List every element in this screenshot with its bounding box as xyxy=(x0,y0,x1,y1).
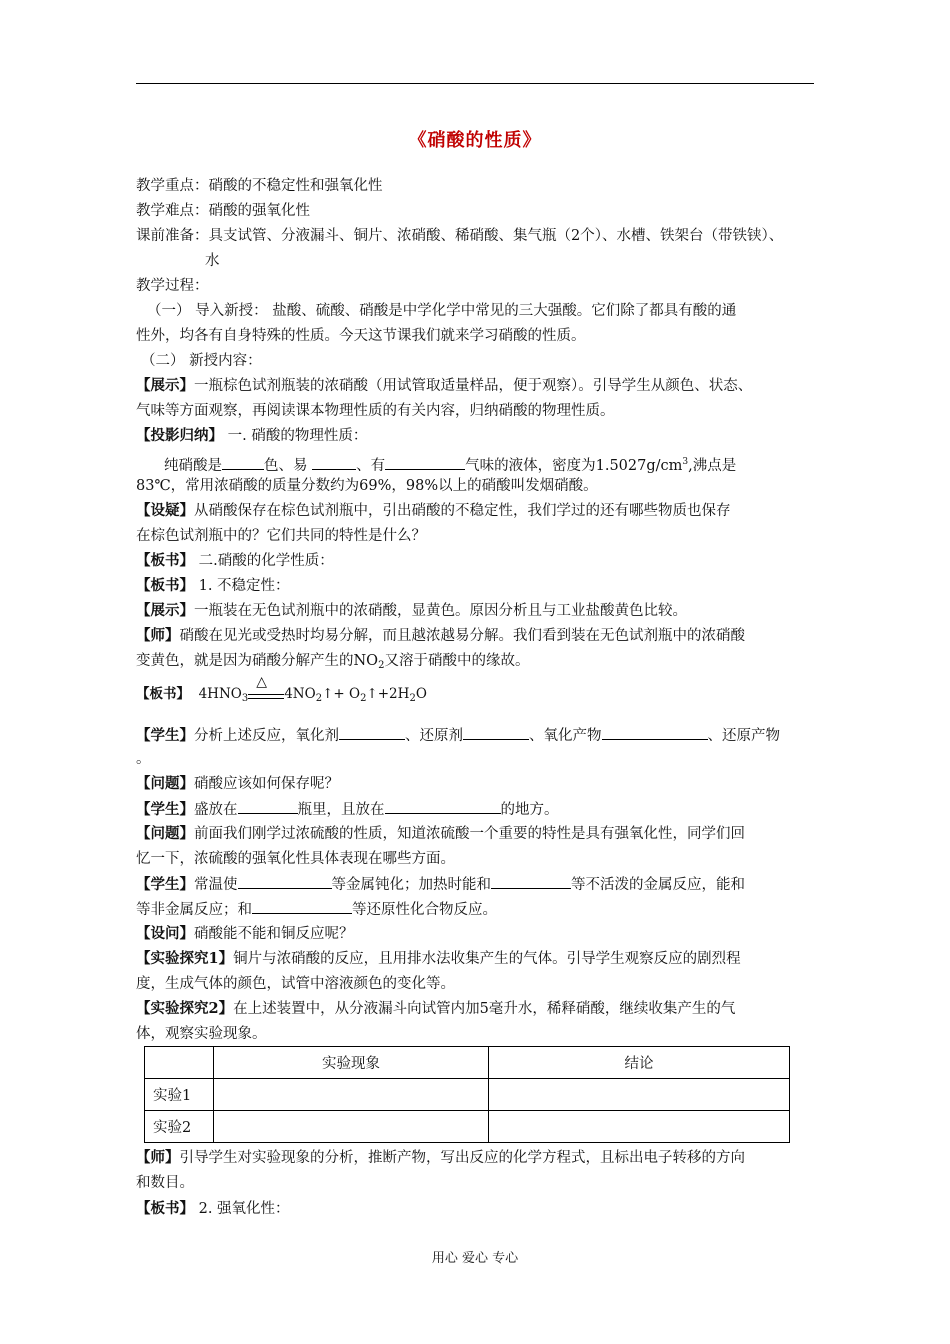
experiment-2-line-1 xyxy=(136,999,816,1019)
text-segment: 等还原性化合物反应。 xyxy=(352,902,497,918)
tag-question: 【设问】 xyxy=(136,925,194,942)
experiment-text-1: 在上述装置中，从分液漏斗向试管内加5毫升水，稀释硝酸，继续收集产生的气 xyxy=(233,1001,736,1017)
equation-term: O xyxy=(415,686,427,702)
teacher-text-1: 硝酸在见光或受热时均易分解，而且越浓越易分解。我们看到装在无色试剂瓶中的浓硝酸 xyxy=(179,628,745,644)
text-segment: 、还原产物 xyxy=(707,728,780,744)
preparation-line-2: 水 xyxy=(205,253,220,269)
section-new-content: （二） 新授内容： xyxy=(141,353,262,369)
text-segment: 盛放在 xyxy=(194,802,238,818)
text-segment: 变黄色，就是因为硝酸分解产生的NO xyxy=(136,653,379,669)
tag-projection: 【投影归纳】 xyxy=(136,427,223,444)
tag-board: 【板书】 xyxy=(136,552,194,569)
experiment-table xyxy=(144,1046,790,1143)
student-oxidizing-line-2 xyxy=(136,899,816,920)
teacher-text-1: 引导学生对实验现象的分析，推断产物，写出反应的化学方程式，且标出电子转移的方向 xyxy=(179,1150,745,1166)
table-cell: 实验2 xyxy=(145,1111,214,1143)
question-copper xyxy=(136,924,816,944)
question-text-1: 从硝酸保存在棕色试剂瓶中，引出硝酸的不稳定性，我们学过的还有哪些物质也保存 xyxy=(194,503,731,519)
text-segment: 色、易 xyxy=(264,458,313,474)
page-footer: 用心 爱心 专心 xyxy=(431,1251,519,1266)
header-rule xyxy=(136,83,814,84)
text-segment: 气味的液体，密度为1.5027g/cm xyxy=(465,458,683,474)
tag-student: 【学生】 xyxy=(136,876,194,893)
text-segment: 、有 xyxy=(356,458,386,474)
subscript: 2 xyxy=(360,693,367,704)
student-analysis-line-2: 。 xyxy=(136,751,151,767)
question-text: 硝酸能不能和铜反应呢？ xyxy=(194,926,354,942)
intro-line-2: 性外，均各有自身特殊的性质。今天这节课我们就来学习硝酸的性质。 xyxy=(136,328,586,344)
fill-blank[interactable] xyxy=(385,455,465,470)
tag-experiment: 【实验探究2】 xyxy=(136,1000,234,1017)
text-segment: 瓶里，且放在 xyxy=(297,802,385,818)
board-text: 二.硝酸的化学性质： xyxy=(194,553,334,569)
intro-line-1: （一） 导入新授： 盐酸、硫酸、硝酸是中学化学中常见的三大强酸。它们除了都具有酸的通 xyxy=(147,303,737,319)
physical-properties-line-1 xyxy=(164,452,844,476)
show-text-1: 一瓶棕色试剂瓶装的浓硝酸（用试管取适量样品，便于观察）。引导学生从颜色、状态、 xyxy=(194,378,753,394)
text-segment: 又溶于硝酸中的缘故。 xyxy=(384,653,530,669)
projection-text: 一. 硝酸的物理性质： xyxy=(223,428,368,444)
question-storage xyxy=(136,774,816,794)
teaching-process: 教学过程： xyxy=(136,278,209,294)
board-chemical-properties xyxy=(136,551,816,571)
fill-blank[interactable] xyxy=(339,725,405,740)
equation-term: ↑+2H xyxy=(366,686,410,702)
table-row xyxy=(145,1079,790,1111)
text-segment: 纯硝酸是 xyxy=(164,458,222,474)
question-sulfuric-2: 忆一下，浓硫酸的强氧化性具体表现在哪些方面。 xyxy=(136,851,455,867)
teacher-paragraph-1 xyxy=(136,626,816,646)
subscript: 3 xyxy=(241,693,249,704)
subscript: 2 xyxy=(378,660,385,671)
teaching-difficulty: 教学难点：硝酸的强氧化性 xyxy=(136,203,310,219)
experiment-1-line-2: 度，生成气体的颜色，试管中溶液颜色的变化等。 xyxy=(136,976,455,992)
experiment-1-line-1 xyxy=(136,949,816,969)
fill-blank[interactable] xyxy=(238,874,332,889)
preparation-line-1: 课前准备：具支试管、分液漏斗、铜片、浓硝酸、稀硝酸、集气瓶（2个）、水槽、铁架台（带铁铗）、 xyxy=(136,228,784,244)
tag-student: 【学生】 xyxy=(136,727,194,744)
table-cell[interactable] xyxy=(214,1079,489,1111)
tag-student: 【学生】 xyxy=(136,801,194,818)
question-paragraph-1 xyxy=(136,501,816,521)
text-segment: 分析上述反应，氧化剂 xyxy=(194,728,339,744)
tag-show: 【展示】 xyxy=(136,377,194,394)
tag-teacher: 【师】 xyxy=(136,1149,180,1166)
text-segment: 常温使 xyxy=(194,877,238,893)
fill-blank[interactable] xyxy=(252,899,352,914)
table-row xyxy=(145,1111,790,1143)
fill-blank[interactable] xyxy=(491,874,571,889)
tag-experiment: 【实验探究1】 xyxy=(136,950,234,967)
tag-question: 【设疑】 xyxy=(136,502,194,519)
text-segment: ,沸点是 xyxy=(688,458,737,474)
question-text: 硝酸应该如何保存呢？ xyxy=(194,776,339,792)
projection-heading xyxy=(136,426,816,446)
student-analysis-line-1 xyxy=(136,725,816,746)
table-header-cell xyxy=(145,1047,214,1079)
teaching-focus: 教学重点：硝酸的不稳定性和强氧化性 xyxy=(136,178,383,194)
heat-triangle-icon: △ xyxy=(256,674,267,690)
board-instability xyxy=(136,576,816,596)
question-paragraph-2: 在棕色试剂瓶中的？它们共同的特性是什么？ xyxy=(136,528,426,544)
board-strong-oxidation xyxy=(136,1199,816,1219)
text-segment: 等不活泼的金属反应，能和 xyxy=(571,877,745,893)
tag-question: 【问题】 xyxy=(136,825,194,842)
table-cell[interactable] xyxy=(489,1079,790,1111)
tag-board: 【板书】 xyxy=(136,577,194,594)
superscript: 3 xyxy=(682,457,689,467)
table-header-row xyxy=(145,1047,790,1079)
fill-blank[interactable] xyxy=(463,725,529,740)
table-cell[interactable] xyxy=(489,1111,790,1143)
student-oxidizing-line-1 xyxy=(136,874,816,895)
teacher-guidance-line-2: 和数目。 xyxy=(136,1175,194,1191)
physical-properties-line-2: 83℃，常用浓硝酸的质量分数约为69%，98%以上的硝酸叫发烟硝酸。 xyxy=(136,478,598,494)
show-paragraph-1 xyxy=(136,376,816,396)
fill-blank[interactable] xyxy=(222,455,264,470)
equation-term: ↑+ O xyxy=(322,686,361,702)
board-text: 1. 不稳定性： xyxy=(194,578,290,594)
fill-blank[interactable] xyxy=(385,799,501,814)
equation-term: 4HNO xyxy=(198,686,242,702)
board-text: 2. 强氧化性： xyxy=(194,1201,290,1217)
subscript: 2 xyxy=(315,693,323,704)
show-paragraph-2: 气味等方面观察，再阅读课本物理性质的有关内容，归纳硝酸的物理性质。 xyxy=(136,403,615,419)
subscript: 2 xyxy=(409,693,416,704)
teacher-paragraph-2 xyxy=(136,651,816,676)
table-cell: 实验1 xyxy=(145,1079,214,1111)
student-storage-answer xyxy=(136,799,816,820)
tag-show: 【展示】 xyxy=(136,602,194,619)
question-text-1: 前面我们刚学过浓硫酸的性质，知道浓硫酸一个重要的特性是具有强氧化性，同学们回 xyxy=(194,826,745,842)
fill-blank[interactable] xyxy=(238,799,298,814)
table-header-cell: 结论 xyxy=(489,1047,790,1079)
text-segment: 的地方。 xyxy=(500,802,559,818)
fill-blank[interactable] xyxy=(312,455,356,470)
page-title: 《硝酸的性质》 xyxy=(408,130,542,151)
decomposition-equation xyxy=(136,674,816,709)
teacher-guidance-line-1 xyxy=(136,1148,816,1168)
tag-question: 【问题】 xyxy=(136,775,194,792)
text-segment: 等金属钝化；加热时能和 xyxy=(331,877,491,893)
tag-board: 【板书】 xyxy=(136,686,190,702)
text-segment: 、氧化产物 xyxy=(529,728,602,744)
fill-blank[interactable] xyxy=(602,725,708,740)
question-sulfuric-1 xyxy=(136,824,816,844)
heat-condition-equals-sign xyxy=(248,674,284,698)
tag-board: 【板书】 xyxy=(136,1200,194,1217)
tag-teacher: 【师】 xyxy=(136,627,180,644)
table-cell[interactable] xyxy=(214,1111,489,1143)
show-yellow-acid xyxy=(136,601,816,621)
experiment-text-1: 铜片与浓硝酸的反应，且用排水法收集产生的气体。引导学生观察反应的剧烈程 xyxy=(233,951,741,967)
show-text: 一瓶装在无色试剂瓶中的浓硝酸，显黄色。原因分析且与工业盐酸黄色比较。 xyxy=(194,603,687,619)
table-header-cell: 实验现象 xyxy=(214,1047,489,1079)
text-segment: 、还原剂 xyxy=(405,728,463,744)
equation-term: 4NO xyxy=(284,686,316,702)
text-segment: 等非金属反应；和 xyxy=(136,902,252,918)
experiment-2-line-2: 体，观察实验现象。 xyxy=(136,1026,267,1042)
